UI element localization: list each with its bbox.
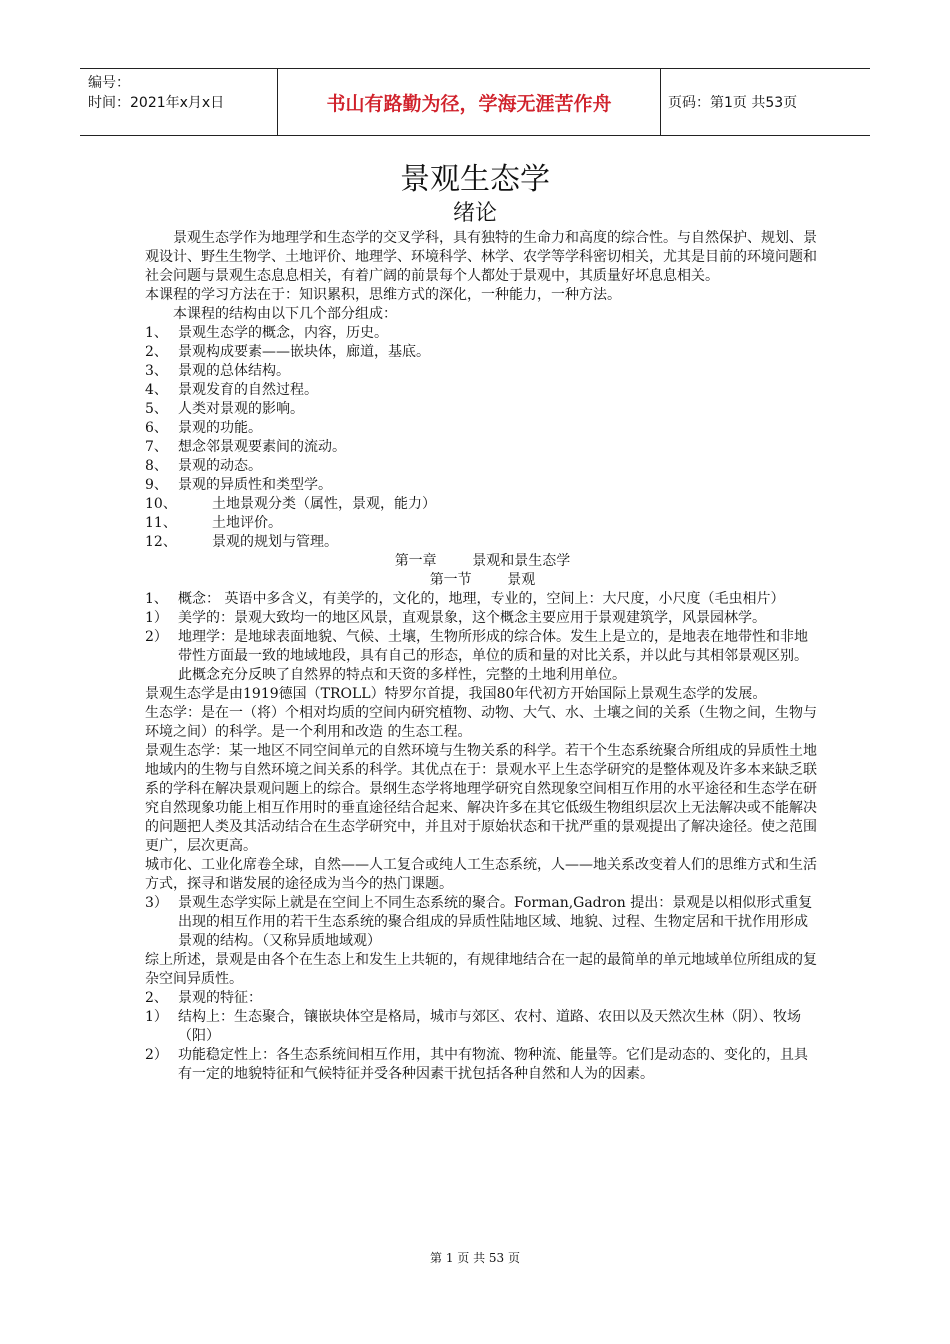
list-item [145,989,820,1008]
list-item [145,438,820,457]
list-text: 想念邻景观要素间的流动。 [178,439,346,455]
intro-structure: 本课程的结构由以下几个部分组成： [173,306,397,322]
list-text: 景观发育的自然过程。 [178,382,318,398]
list-text: 土地景观分类（属性，景观，能力） [212,496,436,512]
date-label: 时间：2021年x月x日 [88,95,225,111]
list-number: 6、 [145,420,168,436]
list-item [145,1008,820,1046]
list-text: 景观的特征： [178,990,262,1006]
list-number: 5、 [145,401,168,417]
list-number: 11、 [145,515,177,531]
list-item [145,628,820,685]
list-text: 美学的：景观大致均一的地区风景，直观景象，这个概念主要应用于景观建筑学，风景园林学。 [178,610,766,626]
paragraph: 景观生态学是由1919德国（TROLL）特罗尔首提，我国80年代初方开始国际上景观生态学的发展。 [145,686,767,702]
list-item [145,514,820,533]
list-item [145,400,820,419]
document-body [145,229,820,1084]
list-number: 3） [145,895,168,911]
document-title: 景观生态学 [400,162,550,197]
list-number: 12、 [145,534,177,550]
list-number: 1） [145,1009,168,1025]
list-item [145,590,820,609]
list-text: 地理学：是地球表面地貌、气候、土壤，生物所形成的综合体。发生上是立的，是地表在地带性和非地带性方面最一致的地域地段，具有自己的形态，单位的质和量的对比关系，并以此与其相邻景观区别。此概念充分反映了自然界的特点和天资的多样性，完整的土地利用单位。 [178,629,808,683]
list-item [145,476,820,495]
list-number: 7、 [145,439,168,455]
section-heading: 第一节 景观 [429,572,536,588]
list-item [145,533,820,552]
list-item [145,894,820,951]
list-text: 概念： 英语中多含义，有美学的，文化的，地理，专业的，空间上：大尺度，小尺度（毛虫相片） [178,591,785,607]
list-item [145,324,820,343]
paragraph: 综上所述，景观是由各个在生态上和发生上共轭的，有规律地结合在一起的最简单的单元地域单位所组成的复杂空间异质性。 [145,952,817,987]
header-motto: 书山有路勤为径，学海无涯苦作舟 [278,69,661,135]
list-text: 土地评价。 [212,515,282,531]
list-item [145,495,820,514]
list-text: 景观的规划与管理。 [212,534,338,550]
list-text: 景观的功能。 [178,420,262,436]
list-text: 景观的异质性和类型学。 [178,477,332,493]
intro-paragraph: 景观生态学作为地理学和生态学的交叉学科，具有独特的生命力和高度的综合性。与自然保护、规划、景观设计、野生生物学、土地评价、地理学、环境科学、林学、农学等学科密切相关，尤其是目前的环境问题和社会问题与景观生态息息相关，有着广阔的前景每个人都处于景观中，其质量好坏息息相关。 [145,230,817,284]
list-number: 2、 [145,344,168,360]
list-item [145,457,820,476]
chapter-heading: 第一章 景观和景生态学 [394,553,571,569]
header-page-info: 页码：第1页 共53页 [668,95,798,111]
list-item [145,1046,820,1084]
paragraph: 城市化、工业化席卷全球，自然——人工复合或纯人工生态系统，人——地关系改变着人们的思维方式和生活方式，探寻和谐发展的途径成为当今的热门课题。 [145,857,817,892]
page-header [80,68,870,136]
document-subtitle: 绪论 [452,201,497,226]
page-footer: 第 1 页 共 53 页 [430,1251,520,1265]
list-item [145,419,820,438]
list-item [145,343,820,362]
list-number: 1、 [145,325,168,341]
list-number: 2、 [145,990,168,1006]
paragraph: 景观生态学：某一地区不同空间单元的自然环境与生物关系的科学。若干个生态系统聚合所组成的异质性土地地域内的生物与自然环境之间关系的科学。其优点在于：景观水平上生态学研究的是整体观及许多本来缺乏联系的学科在解决景观问题上的综合。景纲生态学将地理学研究自然现象空间相互作用的水平途径和生态学在研究自然现象功能上相互作用时的垂直途径结合起来、解决许多在其它低级生物组织层次上无法解决或不能解决的问题把人类及其活动结合在生态学研究中，并且对于原始状态和干扰严重的景观提出了解决途径。使之范围更广，层次更高。 [145,743,817,854]
list-text: 景观生态学的概念，内容，历史。 [178,325,388,341]
list-number: 3、 [145,363,168,379]
list-text: 景观的动态。 [178,458,262,474]
list-number: 9、 [145,477,168,493]
list-item [145,362,820,381]
intro-method: 本课程的学习方法在于：知识累积，思维方式的深化，一种能力，一种方法。 [145,287,621,303]
list-text: 景观构成要素——嵌块体，廊道，基底。 [178,344,430,360]
list-number: 2） [145,629,168,645]
list-number: 1） [145,610,168,626]
list-number: 8、 [145,458,168,474]
paragraph: 生态学：是在一（将）个相对均质的空间内研究植物、动物、大气、水、土壤之间的关系（生物之间，生物与环境之间）的科学。是一个利用和改造 的生态工程。 [145,705,817,740]
list-text: 功能稳定性上：各生态系统间相互作用，其中有物流、物种流、能量等。它们是动态的、变化的，且具有一定的地貌特征和气候特征并受各种因素干扰包括各种自然和人为的因素。 [178,1047,808,1082]
list-text: 景观生态学实际上就是在空间上不同生态系统的聚合。Forman,Gadron 提出：景观是以相似形式重复出现的相互作用的若干生态系统的聚合组成的异质性陆地区域、地貌、过程、生物定居和干扰作用形成景观的结构。（又称异质地域观） [178,895,813,949]
list-item [145,609,820,628]
list-text: 景观的总体结构。 [178,363,290,379]
list-number: 1、 [145,591,168,607]
list-number: 2） [145,1047,168,1063]
number-label: 编号： [88,75,130,91]
list-text: 结构上：生态聚合，镶嵌块体空是格局，城市与郊区、农村、道路、农田以及天然次生林（阴）、牧场（阳） [178,1009,801,1044]
list-item [145,381,820,400]
header-meta [80,69,278,135]
list-number: 4、 [145,382,168,398]
list-text: 人类对景观的影响。 [178,401,304,417]
list-number: 10、 [145,496,177,512]
